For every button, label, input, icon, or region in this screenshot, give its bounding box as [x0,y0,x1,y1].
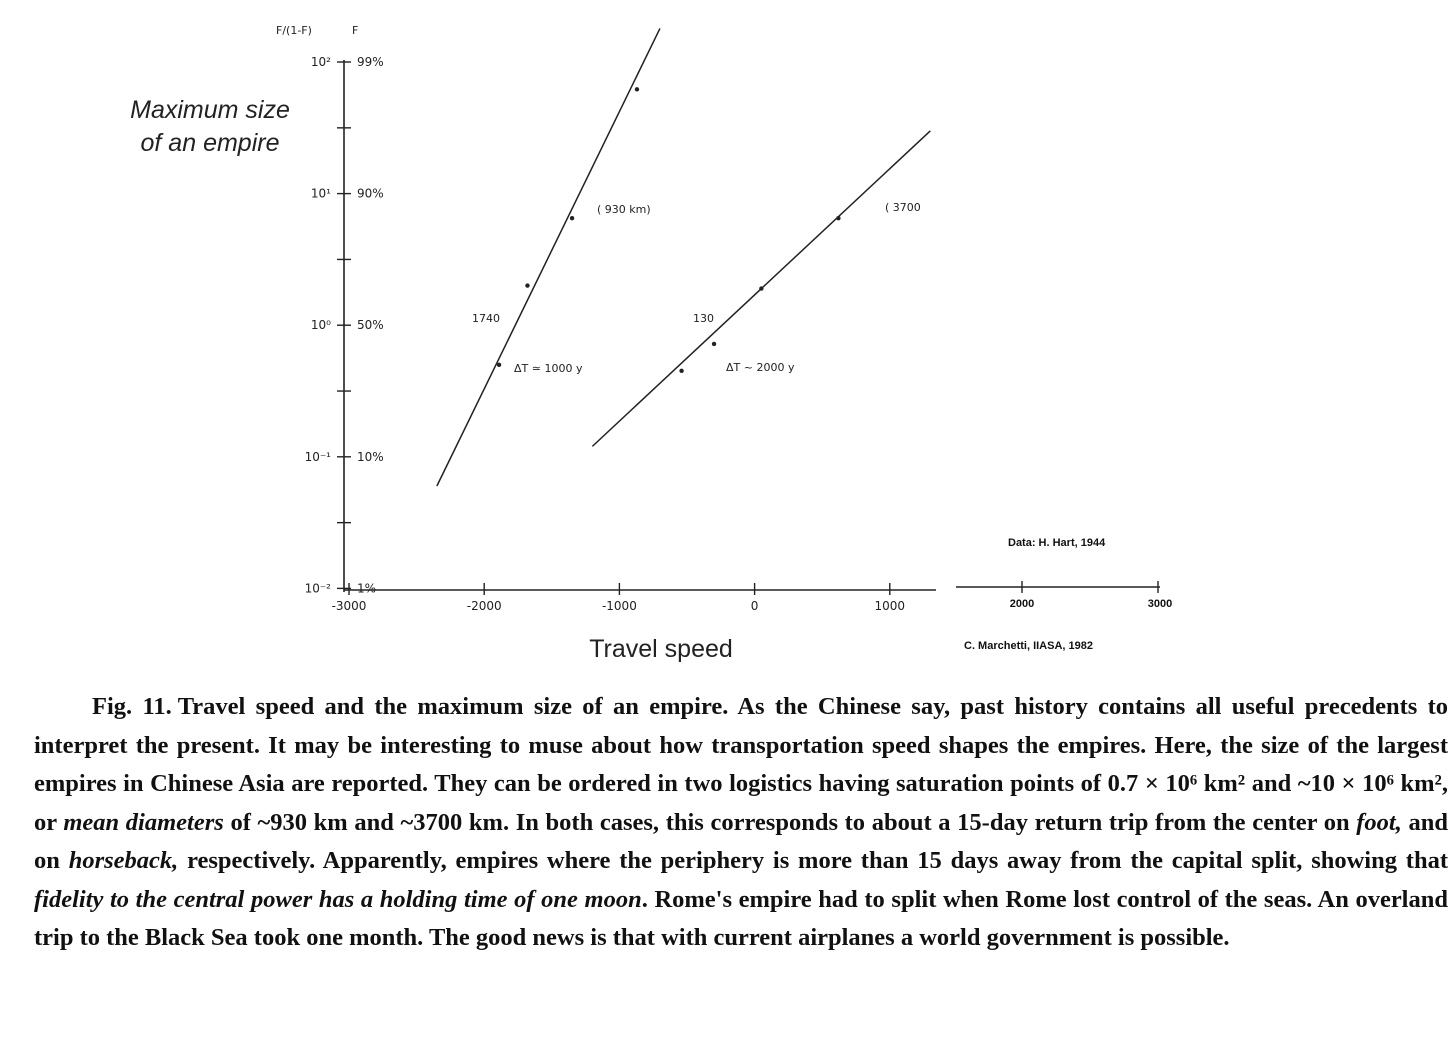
x-tick-label-4: 1000 [874,599,906,613]
series-1-point-2 [570,216,574,220]
caption-run-2: of ~930 km and ~3700 km. In both cases, this corresponds to about a 15-day return trip from the center on [223,808,1357,836]
series-1-delta-label: ΔT ≃ 1000 y [514,362,583,375]
series-2-point-0 [679,369,683,373]
series-1-point-1 [525,283,529,287]
caption-run-7: fidelity to the central power has a holding time of one moon [34,885,642,913]
y-tick-pct-3: 10% [357,449,384,464]
series-1-point-3 [635,87,639,91]
x-tick-label-1: -2000 [466,599,502,613]
caption-body [34,693,1448,951]
series-1-saturation-label: ( 930 km) [597,203,651,216]
axis-ticks [305,55,905,613]
y-tick-pct-1: 90% [357,186,384,201]
credit-label: C. Marchetti, IIASA, 1982 [964,640,1093,652]
y-axis-title-line2: of an empire [140,129,280,157]
y-header-left: F/(1-F) [276,24,312,37]
caption-label: Fig. 11. [92,693,172,720]
series-2-saturation-label: ( 3700 [885,201,921,214]
x-tick-label-3: 0 [750,599,759,613]
series-1-line [437,28,660,486]
y-tick-label-4: 10⁻² [304,581,331,596]
caption-run-6: respectively. Apparently, empires where the periphery is more than 15 days away from the capital split, showing that [178,847,1448,874]
series-2-delta-label: ΔT ~ 2000 y [726,361,795,374]
caption-run-1: mean diameters [63,808,224,836]
x-axis-title: Travel speed [589,635,733,663]
caption-run-3: foot, [1356,808,1402,836]
data-source-label: Data: H. Hart, 1944 [1008,537,1106,549]
y-tick-label-2: 10⁰ [310,318,331,333]
y-tick-pct-2: 50% [357,318,384,333]
caption-run-5: horseback, [68,847,179,874]
right-scale-label-1: 2000 [1009,598,1035,610]
x-tick-label-0: -3000 [331,599,367,613]
caption-run-4: and on [34,808,1448,874]
series-1-midpoint-label: 1740 [472,312,500,325]
x-tick-label-2: -1000 [601,599,637,613]
y-tick-label-0: 10² [310,55,331,69]
chart-series [437,28,930,486]
series-2-point-1 [712,342,716,346]
series-2-midpoint-label: 130 [693,312,714,325]
y-axis-title-line1: Maximum size [130,96,290,124]
caption-run-8: . Rome's empire had to split when Rome lost control of the seas. An overland trip to the Black Sea took one month. The good news is that with current airplanes a world government is possible. [34,885,1448,951]
figure-caption [34,688,1448,958]
right-scale-label-2: 3000 [1147,598,1173,610]
series-2-point-3 [836,216,840,220]
y-tick-label-3: 10⁻¹ [304,449,331,464]
y-header-right: F [352,24,359,37]
y-tick-pct-4: 1% [357,581,377,596]
series-2-point-2 [759,286,763,290]
y-tick-pct-0: 99% [357,55,384,69]
caption-run-0: Travel speed and the maximum size of an empire. As the Chinese say, past history contains all useful precedents to interpret the present. It may be interesting to muse about how transportation speed shapes the empires. Here, the size of the largest empires in Chinese Asia are reported. They can be ordered in two logistics having saturation points of 0.7 × 10⁶ km² and ~10 × 10⁶ km², or [34,693,1449,836]
series-1-point-0 [497,363,501,367]
y-tick-label-1: 10¹ [310,186,331,201]
